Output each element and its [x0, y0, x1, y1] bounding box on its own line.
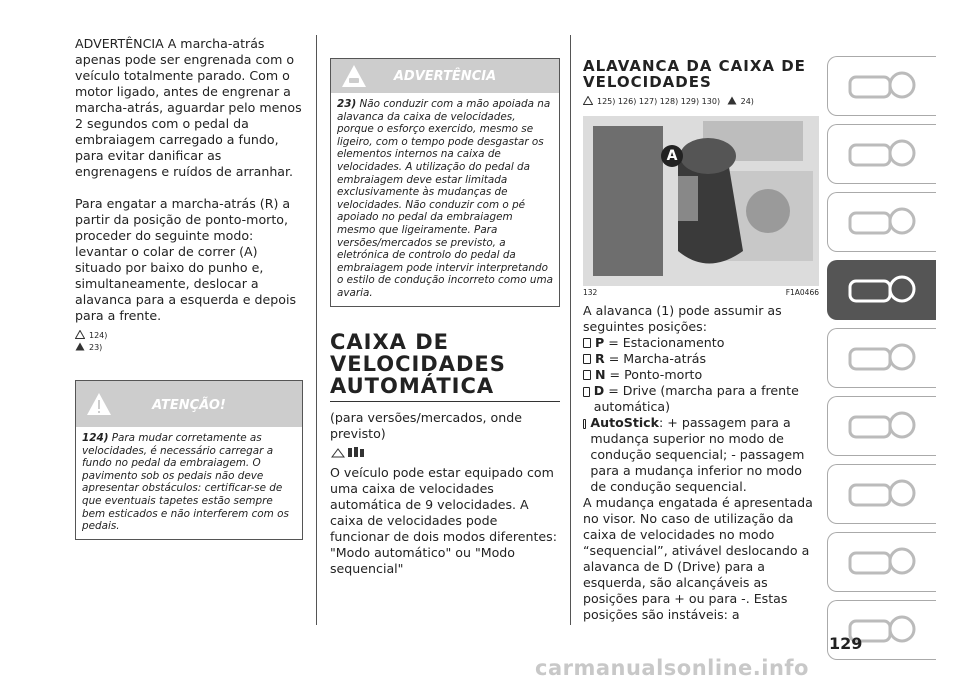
column-divider: [316, 35, 317, 625]
chapter-tab-4[interactable]: [827, 260, 936, 320]
position-d: D = Drive (marcha para a frente automática): [583, 383, 819, 415]
lever-references: 125) 126) 127) 128) 129) 130) 24): [583, 96, 819, 108]
airbag-safety-icon: [842, 199, 922, 245]
lever-intro: A alavanca (1) pode assumir as seguintes posições:: [583, 303, 782, 334]
label-a-marker: A: [661, 145, 683, 167]
road-warning-icon: [842, 335, 922, 381]
position-p: P = Estacionamento: [583, 335, 819, 351]
attention-text: Para mudar corretamente as velocidades, é necessário carregar a fundo no pedal da embraiagem. O pavimento sob os pedais não deve apresentar obstáculos: certificar-se de que eventuais tapetes estão sempre bem esticados e não interferem com os pedais.: [82, 432, 289, 533]
chapter-tab-1[interactable]: [827, 56, 936, 116]
attention-box: [75, 380, 303, 540]
warning-triangle-icon: [75, 330, 85, 339]
attention-number: 124): [82, 432, 109, 444]
attention-title: ATENÇÃO!: [152, 398, 226, 413]
ref-23[interactable]: 23): [89, 343, 103, 352]
chapter-tab-6[interactable]: [827, 396, 936, 456]
advertencia-text: Não conduzir com a mão apoiada na alavanca da caixa de velocidades, porque o esforço exercido, mesmo se ligeiro, com o tempo pode desgastar os elementos internos na caixa de velocidades. A utilização do pedal da embraiagem deve estar limitada exclusivamente às mudanças de velocidades. Não conduzir com o pé apoiado no pedal da embraiagem mesmo que ligeiramente. Para versões/mercados se previsto, a eletrónica de controlo do pedal da embraiagem pode intervir interpretando o estilo de condução incorreto como uma avaria.: [337, 98, 553, 299]
warning-paragraph: ADVERTÊNCIA A marcha-atrás apenas pode ser engrenada com o veículo totalmente parado. Com o motor ligado, antes de engrenar a marcha-atrás, aguardar pelo menos 2 segundos com o pedal da embraiagem carregado a fundo, para evitar danificar as engrenagens e ruídos de arranhar.: [75, 36, 302, 179]
column-2: [330, 58, 560, 577]
warning-triangle-icon: [583, 96, 593, 105]
position-list: [583, 335, 819, 495]
figure-caption: 132 F1A0466: [583, 288, 819, 297]
bullet-icon: [583, 338, 591, 348]
caution-icon: [75, 342, 85, 351]
reference-list: [75, 330, 303, 354]
chapter-tab-7[interactable]: [827, 464, 936, 524]
advertencia-title: ADVERTÊNCIA: [393, 69, 497, 84]
chapter-tab-8[interactable]: [827, 532, 936, 592]
advertencia-number: 23): [337, 98, 357, 110]
auto-gearbox-paragraph: O veículo pode estar equipado com uma caixa de velocidades automática de 9 velocidades. A caixa de velocidades pode funcionar de dois modos diferentes: "Modo automático" ou "Modo sequencial": [330, 464, 557, 576]
position-r: R = Marcha-atrás: [583, 351, 819, 367]
gear-lever-photo: [583, 116, 819, 286]
position-n: N = Ponto-morto: [583, 367, 819, 383]
versions-note: (para versões/mercados, onde previsto): [330, 409, 522, 441]
sequential-paragraph: A mudança engatada é apresentada no visor. No caso de utilização da caixa de velocidades no modo “sequencial”, ativável deslocando a alavanca de D (Drive) para a esquerda, são alcançáveis as posições para + ou para -. Estas posições são instáveis: a: [583, 495, 813, 622]
settings-icon: [842, 471, 922, 517]
steering-wheel-key-icon: [842, 267, 922, 313]
column-1: [75, 36, 303, 540]
watermark: carmanualsonline.info: [535, 656, 809, 680]
position-autostick: AutoStick: + passagem para a mudança superior no modo de condução sequencial; - passagem para a mudança inferior no modo de condução sequencial.: [583, 415, 819, 495]
car-info-icon: [842, 63, 922, 109]
chapter-tab-2[interactable]: [827, 124, 936, 184]
tools-icon: [842, 403, 922, 449]
column-3: [583, 36, 819, 623]
bullet-icon: [583, 354, 591, 364]
multimedia-icon: [842, 539, 922, 585]
bullet-icon: [583, 370, 591, 380]
auto-gearbox-heading: CAIXA DE VELOCIDADES AUTOMÁTICA: [330, 331, 560, 402]
column-divider-2: [570, 35, 571, 625]
reverse-gear-paragraph: Para engatar a marcha-atrás (R) a partir da posição de ponto-morto, proceder do seguinte modo: levantar o colar de correr (A) situado por baixo do punho e, simultaneamente, deslocar a alavanca para a esquerda e depois para a frente.: [75, 196, 297, 323]
chapter-tab-5[interactable]: [827, 328, 936, 388]
bullet-icon: [583, 387, 590, 397]
bullet-icon: [583, 419, 586, 429]
advertencia-box: [330, 58, 560, 307]
warning-lights-icon: [842, 131, 922, 177]
page-number: 129: [829, 634, 863, 653]
vehicle-hand-icon: [330, 444, 560, 463]
lever-heading: ALAVANCA DA CAIXA DE VELOCIDADES: [583, 57, 806, 91]
caution-icon: [727, 96, 737, 105]
ref-124[interactable]: 124): [89, 331, 108, 340]
chapter-tab-3[interactable]: [827, 192, 936, 252]
